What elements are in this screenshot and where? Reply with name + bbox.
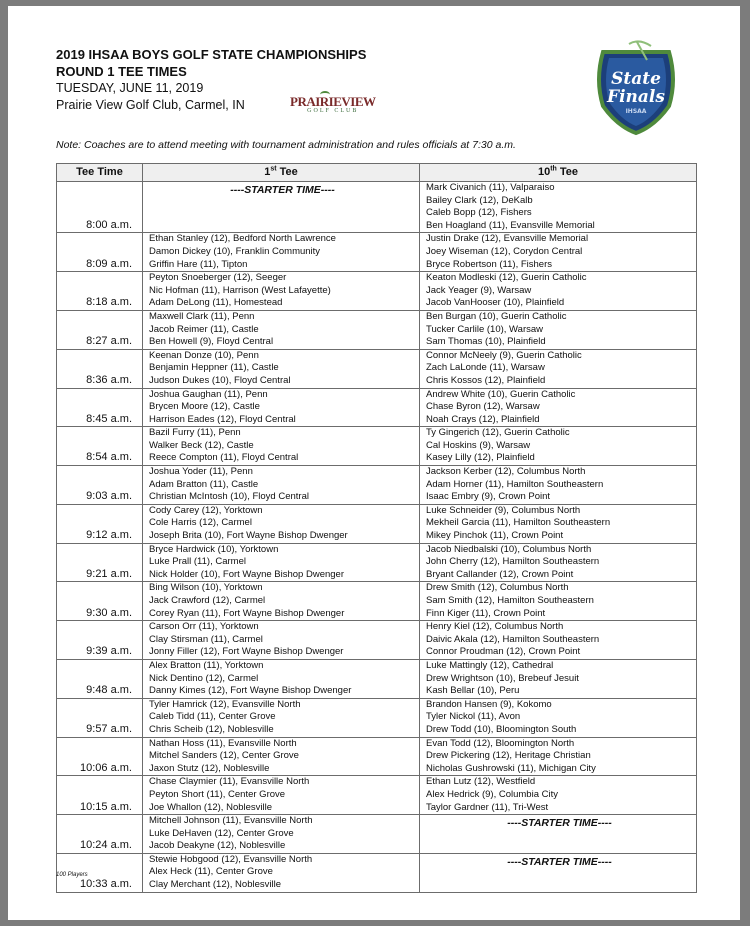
player-entry: Tyler Hamrick (12), Evansville North [149,698,301,710]
tenth-tee-group [420,310,697,349]
tee-time: 8:00 a.m. [57,182,143,233]
tee-time: 8:54 a.m. [57,427,143,466]
header-first-tee: 1st Tee [143,164,420,182]
player-entry: Alex Heck (11), Center Grove [149,866,273,878]
tee-time: 10:06 a.m. [57,737,143,776]
player-entry: Joe Whallon (12), Noblesville [149,801,273,813]
table-row [57,466,697,505]
event-date: TUESDAY, JUNE 11, 2019 [56,81,204,95]
player-entry: Mekheil Garcia (11), Hamilton Southeastern [426,517,611,529]
first-tee-group [143,698,420,737]
first-tee-group [143,427,420,466]
player-entry: Keaton Modleski (12), Guerin Catholic [426,272,587,284]
player-entry: Mikey Pinchok (11), Crown Point [426,530,564,542]
player-entry: Adam Horner (11), Hamilton Southeastern [426,478,604,490]
tee-time: 9:39 a.m. [57,621,143,660]
first-tee-group [143,582,420,621]
player-entry: Sam Thomas (10), Plainfield [426,336,546,348]
player-entry: Joshua Gaughan (11), Penn [149,388,268,400]
first-tee-group [143,388,420,427]
title-line1: 2019 IHSAA BOYS GOLF STATE CHAMPIONSHIPS [56,47,367,62]
player-entry: Maxwell Clark (11), Penn [149,310,255,322]
player-entry: Clay Stirsman (11), Carmel [149,633,263,645]
player-entry: Justin Drake (12), Evansville Memorial [426,233,589,245]
table-row [57,349,697,388]
player-entry: Brycen Moore (12), Castle [149,401,260,413]
coaches-note: Note: Coaches are to attend meeting with tournament administration and rules officials at 7:30 a.m. [56,139,516,151]
player-entry: Connor Proudman (12), Crown Point [426,646,581,658]
player-entry: Bryant Callander (12), Crown Point [426,568,574,580]
player-entry: Clay Merchant (12), Noblesville [149,879,281,891]
player-entry: Tucker Carlile (10), Warsaw [426,323,544,335]
first-tee-group [143,349,420,388]
player-entry: Adam Bratton (11), Castle [149,478,259,490]
player-entry: Drew Todd (10), Bloomington South [426,723,577,735]
player-entry: Jonny Filler (12), Fort Wayne Bishop Dwenger [149,646,344,658]
player-entry: Peyton Short (11), Center Grove [149,788,286,800]
player-entry: Jaxon Stutz (12), Noblesville [149,762,270,774]
table-header-row [57,164,697,182]
table-row [57,272,697,311]
table-row [57,853,697,892]
player-entry: Ben Burgan (10), Guerin Catholic [426,310,567,322]
player-entry: Nick Dentino (12), Carmel [149,672,259,684]
player-entry: Mitchell Johnson (11), Evansville North [149,815,313,827]
table-row [57,698,697,737]
player-entry: Mitchel Sanders (12), Center Grove [149,750,299,762]
state-finals-text-1: State [611,69,661,89]
document-page [8,6,740,920]
tee-time: 9:57 a.m. [57,698,143,737]
table-row [57,582,697,621]
table-row [57,815,697,854]
player-entry: Henry Kiel (12), Columbus North [426,621,564,633]
player-entry: Ethan Stanley (12), Bedford North Lawrence [149,233,336,245]
table-row [57,310,697,349]
tenth-tee-group [420,349,697,388]
table-row [57,543,697,582]
table-row [57,182,697,233]
tenth-tee-group [420,621,697,660]
state-finals-logo [591,40,681,136]
state-finals-badge: IHSAA [625,108,647,115]
player-entry: Ben Howell (9), Floyd Central [149,336,274,348]
player-entry: Jacob Niedbalski (10), Columbus North [426,543,592,555]
player-entry: Corey Ryan (11), Fort Wayne Bishop Dwenger [149,607,345,619]
tenth-tee-group [420,737,697,776]
player-entry: Bazil Furry (11), Penn [149,427,241,439]
player-entry: Christian McIntosh (10), Floyd Central [149,491,309,503]
player-entry: Griffin Hare (11), Tipton [149,258,248,270]
player-entry: Nicholas Gushrowski (11), Michigan City [426,762,596,774]
tenth-tee-group [420,582,697,621]
player-entry: Andrew White (10), Guerin Catholic [426,388,576,400]
player-entry: Kasey Lilly (12), Plainfield [426,452,535,464]
player-entry: Carson Orr (11), Yorktown [149,621,259,633]
event-venue: Prairie View Golf Club, Carmel, IN [56,98,245,112]
player-entry: Ethan Lutz (12), Westfield [426,776,536,788]
tenth-tee-group [420,504,697,543]
player-entry: Jack Crawford (12), Carmel [149,595,266,606]
player-entry: Joshua Yoder (11), Penn [149,466,253,478]
player-entry: Jacob Reimer (11), Castle [149,323,259,335]
player-entry: Stewie Hobgood (12), Evansville North [149,853,313,865]
player-entry: Zach LaLonde (11), Warsaw [426,362,545,374]
player-entry: Joseph Brita (10), Fort Wayne Bishop Dwenger [149,530,348,542]
first-tee-group [143,853,420,892]
table-row [57,737,697,776]
player-entry: Daivic Akala (12), Hamilton Southeastern [426,633,600,645]
player-entry: Ty Gingerich (12), Guerin Catholic [426,427,570,439]
player-entry: Luke DeHaven (12), Center Grove [149,827,294,839]
player-entry: Drew Pickering (12), Heritage Christian [426,750,591,762]
tee-time: 8:45 a.m. [57,388,143,427]
table-row [57,776,697,815]
player-entry: Noah Crays (12), Plainfield [426,413,540,425]
prairie-view-logo-subtext: GOLF CLUB [307,108,359,114]
tee-time: 10:24 a.m. [57,815,143,854]
player-entry: Taylor Gardner (11), Tri-West [426,801,549,813]
starter-time-label: ----STARTER TIME---- [230,184,335,196]
first-tee-group [143,272,420,311]
player-entry: Bryce Robertson (11), Fishers [426,258,553,270]
player-entry: Caleb Tidd (11), Center Grove [149,711,276,723]
player-entry: Jacob VanHooser (10), Plainfield [426,297,565,309]
player-entry: Connor McNeely (9), Guerin Catholic [426,349,582,361]
player-entry: Jack Yeager (9), Warsaw [426,284,532,296]
player-entry: Bing Wilson (10), Yorktown [149,582,263,594]
player-entry: Alex Bratton (11), Yorktown [149,659,264,671]
player-entry: Chris Kossos (12), Plainfield [426,374,546,386]
tenth-tee-group [420,815,697,854]
player-entry: Chris Scheib (12), Noblesville [149,723,274,735]
player-entry: Isaac Embry (9), Crown Point [426,491,551,503]
player-count: 100 Players [56,872,88,878]
player-entry: Cal Hoskins (9), Warsaw [426,439,531,451]
player-entry: Finn Kiger (11), Crown Point [426,607,546,619]
player-entry: Tyler Nickol (11), Avon [426,711,521,723]
table-row [57,621,697,660]
player-entry: Nic Hofman (11), Harrison (West Lafayette) [149,284,331,296]
player-entry: Danny Kimes (12), Fort Wayne Bishop Dwenger [149,685,352,697]
tenth-tee-group [420,853,697,892]
player-entry: Harrison Eades (12), Floyd Central [149,413,296,425]
first-tee-group [143,543,420,582]
player-entry: Keenan Donze (10), Penn [149,349,259,361]
header-tenth-tee: 10th Tee [420,164,697,182]
tee-time: 9:48 a.m. [57,659,143,698]
tenth-tee-group [420,182,697,233]
player-entry: Kash Bellar (10), Peru [426,685,520,697]
first-tee-group [143,776,420,815]
starter-time-label: ----STARTER TIME---- [507,855,612,868]
player-entry: Drew Wrightson (10), Brebeuf Jesuit [426,672,579,684]
tee-time: 9:03 a.m. [57,466,143,505]
tenth-tee-group [420,659,697,698]
player-entry: Reece Compton (11), Floyd Central [149,452,299,464]
tee-time: 10:15 a.m. [57,776,143,815]
starter-time-label: ----STARTER TIME---- [507,817,612,830]
table-row [57,659,697,698]
player-entry: Jackson Kerber (12), Columbus North [426,466,586,478]
prairie-view-logo [290,94,376,114]
table-row [57,233,697,272]
player-entry: Caleb Bopp (12), Fishers [426,207,532,219]
tee-time: 8:27 a.m. [57,310,143,349]
tee-time: 10:33 a.m. [57,853,143,892]
tenth-tee-group [420,388,697,427]
player-entry: Cody Carey (12), Yorktown [149,504,263,516]
player-entry: John Cherry (12), Hamilton Southeastern [426,556,600,568]
title-line2: ROUND 1 TEE TIMES [56,64,187,79]
player-entry: Alex Hedrick (9), Columbia City [426,788,558,800]
tee-time: 8:18 a.m. [57,272,143,311]
tee-time: 9:30 a.m. [57,582,143,621]
tenth-tee-group [420,233,697,272]
player-entry: Peyton Snoeberger (12), Seeger [149,272,287,284]
first-tee-group [143,737,420,776]
tenth-tee-group [420,776,697,815]
player-entry: Joey Wiseman (12), Corydon Central [426,245,583,257]
player-entry: Bailey Clark (12), DeKalb [426,194,533,206]
player-entry: Drew Smith (12), Columbus North [426,582,569,594]
player-entry: Evan Todd (12), Bloomington North [426,737,575,749]
tenth-tee-group [420,272,697,311]
header-tee-time: Tee Time [57,164,143,182]
first-tee-group [143,310,420,349]
player-entry: Ben Hoagland (11), Evansville Memorial [426,219,595,231]
tenth-tee-group [420,698,697,737]
player-entry: Benjamin Heppner (11), Castle [149,362,279,374]
first-tee-group [143,659,420,698]
tee-time: 8:09 a.m. [57,233,143,272]
player-entry: Chase Byron (12), Warsaw [426,401,540,413]
table-row [57,388,697,427]
player-entry: Mark Civanich (11), Valparaiso [426,182,555,193]
first-tee-group [143,233,420,272]
player-entry: Nick Holder (10), Fort Wayne Bishop Dwenger [149,568,344,580]
tenth-tee-group [420,466,697,505]
first-tee-group [143,466,420,505]
first-tee-group [143,182,420,233]
player-entry: Cole Harris (12), Carmel [149,517,252,529]
player-entry: Walker Beck (12), Castle [149,439,254,451]
player-entry: Nathan Hoss (11), Evansville North [149,737,297,749]
first-tee-group [143,621,420,660]
table-row [57,427,697,466]
first-tee-group [143,815,420,854]
player-entry: Sam Smith (12), Hamilton Southeastern [426,595,594,606]
player-entry: Luke Mattingly (12), Cathedral [426,659,554,671]
state-finals-text-2: Finals [607,87,665,107]
player-entry: Adam DeLong (11), Homestead [149,297,283,309]
first-tee-group [143,504,420,543]
prairie-view-logo-text: PRAIRIEVIEW [290,94,376,109]
tenth-tee-group [420,543,697,582]
player-entry: Bryce Hardwick (10), Yorktown [149,543,279,555]
player-entry: Damon Dickey (10), Franklin Community [149,245,321,257]
tenth-tee-group [420,427,697,466]
tee-time: 8:36 a.m. [57,349,143,388]
player-entry: Judson Dukes (10), Floyd Central [149,374,291,386]
table-row [57,504,697,543]
player-entry: Chase Claymier (11), Evansville North [149,776,310,788]
tee-time: 9:21 a.m. [57,543,143,582]
tee-time: 9:12 a.m. [57,504,143,543]
player-entry: Brandon Hansen (9), Kokomo [426,698,552,710]
player-entry: Luke Schneider (9), Columbus North [426,504,581,516]
player-entry: Luke Prall (11), Carmel [149,556,246,568]
tee-times-table [56,163,697,893]
player-entry: Jacob Deakyne (12), Noblesville [149,840,286,852]
